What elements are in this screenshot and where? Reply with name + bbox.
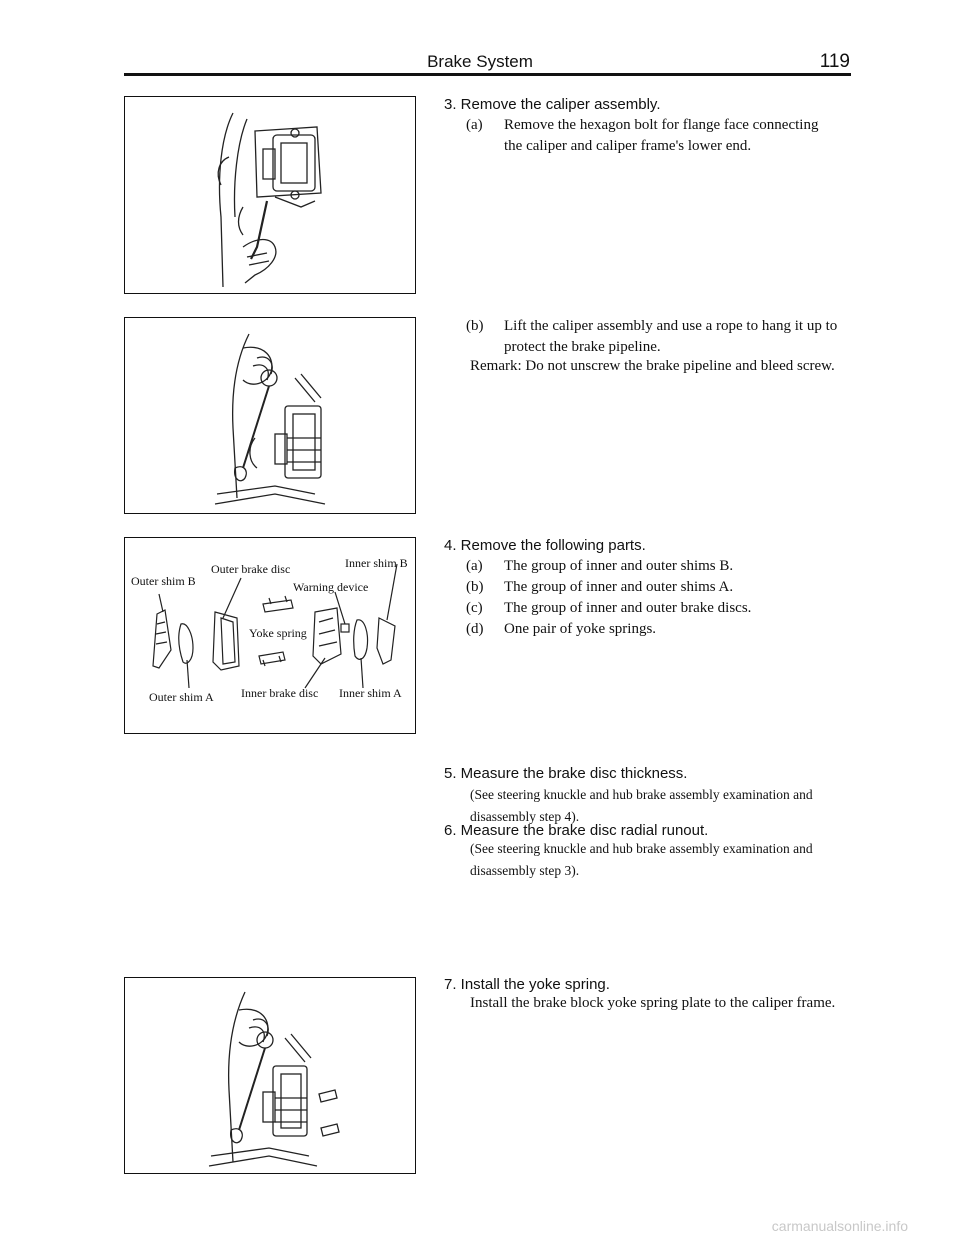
step-3-remark: Remark: Do not unscrew the brake pipeline and bleed screw. bbox=[470, 358, 835, 374]
step-4-item-b bbox=[466, 577, 851, 598]
step-3a-text-1: Remove the hexagon bolt for flange face connecting bbox=[504, 117, 819, 133]
step-3b-text-2: protect the brake pipeline. bbox=[504, 339, 661, 355]
step-6-note-line-2: disassembly step 3). bbox=[470, 863, 580, 878]
step-4-heading: 4. Remove the following parts. bbox=[444, 537, 646, 554]
step-4c-label: (c) bbox=[466, 600, 483, 616]
label-warning-device: Warning device bbox=[293, 580, 369, 594]
step-3a-label: (a) bbox=[466, 117, 483, 133]
label-inner-shim-a: Inner shim A bbox=[339, 686, 402, 700]
header-divider bbox=[124, 73, 851, 76]
step-3b-text-1: Lift the caliper assembly and use a rope to hang it up to bbox=[504, 318, 838, 334]
step-3-heading: 3. Remove the caliper assembly. bbox=[444, 96, 661, 113]
step-4-item-c bbox=[466, 598, 851, 619]
step-4a-label: (a) bbox=[466, 558, 483, 574]
step-3b-label: (b) bbox=[466, 318, 484, 334]
install-yoke-spring-illustration bbox=[125, 978, 417, 1175]
label-inner-brake-disc: Inner brake disc bbox=[241, 686, 319, 700]
figure-hang-caliper bbox=[124, 317, 416, 514]
hang-caliper-illustration bbox=[125, 318, 417, 515]
step-4c-text: The group of inner and outer brake discs. bbox=[504, 600, 752, 616]
label-inner-shim-b: Inner shim B bbox=[345, 556, 408, 570]
caliper-bolt-illustration bbox=[125, 97, 417, 295]
step-4b-label: (b) bbox=[466, 579, 484, 595]
step-4d-label: (d) bbox=[466, 621, 484, 637]
step-3a-text-2: the caliper and caliper frame's lower end. bbox=[504, 138, 752, 154]
step-3a bbox=[466, 115, 851, 157]
step-4a-text: The group of inner and outer shims B. bbox=[504, 558, 734, 574]
step-4b-text: The group of inner and outer shims A. bbox=[504, 579, 734, 595]
label-outer-brake-disc: Outer brake disc bbox=[211, 562, 291, 576]
step-6-note bbox=[470, 838, 851, 882]
step-4d-text: One pair of yoke springs. bbox=[504, 621, 657, 637]
step-5-heading: 5. Measure the brake disc thickness. bbox=[444, 765, 688, 782]
step-5-note-line-2: disassembly step 4). bbox=[470, 809, 580, 824]
label-outer-shim-a: Outer shim A bbox=[149, 690, 214, 704]
step-6-heading: 6. Measure the brake disc radial runout. bbox=[444, 822, 709, 839]
page-number: 119 bbox=[819, 51, 850, 72]
page-header-title: Brake System bbox=[427, 52, 533, 71]
step-4-item-d bbox=[466, 619, 851, 640]
label-outer-shim-b: Outer shim B bbox=[131, 574, 196, 588]
label-yoke-spring: Yoke spring bbox=[249, 626, 307, 640]
figure-brake-parts bbox=[124, 537, 416, 734]
step-7-text: Install the brake block yoke spring plate to the caliper frame. bbox=[470, 995, 836, 1011]
step-6-note-line-1: (See steering knuckle and hub brake assembly examination and bbox=[470, 841, 813, 856]
step-4-item-a bbox=[466, 556, 851, 577]
figure-install-yoke-spring bbox=[124, 977, 416, 1174]
step-5-note-line-1: (See steering knuckle and hub brake assembly examination and bbox=[470, 787, 813, 802]
step-7-heading: 7. Install the yoke spring. bbox=[444, 976, 610, 993]
site-watermark: carmanualsonline.info bbox=[771, 1218, 908, 1234]
step-3b bbox=[466, 316, 851, 358]
figure-remove-caliper-bolt bbox=[124, 96, 416, 294]
